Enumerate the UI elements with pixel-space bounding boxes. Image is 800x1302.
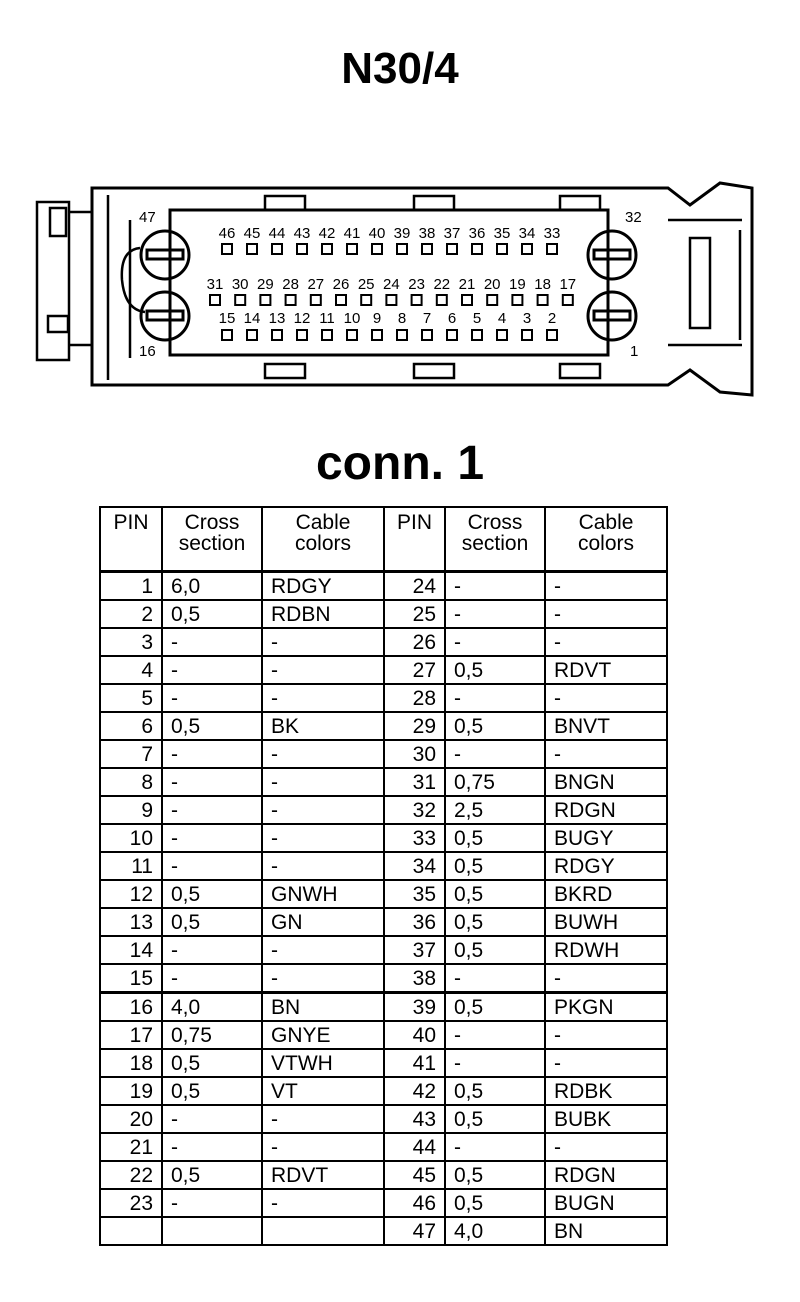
corner-label-1: 1	[630, 343, 639, 360]
table-row	[100, 628, 667, 656]
cable-color-value: -	[545, 628, 667, 656]
pin-label: 21	[458, 276, 476, 293]
pin-number: 5	[100, 684, 162, 712]
cross-section-value: 0,5	[162, 1161, 262, 1189]
pin-socket	[272, 330, 282, 340]
pin-label: 39	[393, 225, 411, 242]
pin-socket	[487, 295, 497, 305]
pin-number: 44	[384, 1133, 445, 1161]
cable-color-value: -	[545, 964, 667, 993]
pin-socket	[397, 330, 407, 340]
left-latch	[37, 202, 92, 360]
pin-label: 9	[372, 310, 382, 327]
pin-socket	[347, 330, 357, 340]
cable-color-value: -	[262, 768, 384, 796]
cable-color-value: -	[545, 572, 667, 601]
cable-color-value: -	[262, 852, 384, 880]
cable-color-value: RDBK	[545, 1077, 667, 1105]
cross-section-value	[162, 1217, 262, 1245]
cross-section-value: 0,5	[445, 1077, 545, 1105]
pin-number: 28	[384, 684, 445, 712]
pin-label: 24	[383, 276, 400, 293]
cable-color-value: RDVT	[262, 1161, 384, 1189]
cable-color-value: RDWH	[545, 936, 667, 964]
pin-socket	[260, 295, 270, 305]
pin-number: 42	[384, 1077, 445, 1105]
pin-socket	[497, 244, 507, 254]
pin-label: 38	[418, 225, 436, 242]
pin-socket	[297, 244, 307, 254]
pin-number	[100, 1217, 162, 1245]
pin-socket	[297, 330, 307, 340]
pin-label: 26	[332, 276, 350, 293]
cable-color-value: RDVT	[545, 656, 667, 684]
pin-label: 40	[368, 225, 386, 242]
pin-label: 43	[293, 225, 311, 242]
pin-socket	[522, 330, 532, 340]
cable-color-value: BKRD	[545, 880, 667, 908]
cross-section-value: 0,5	[445, 1189, 545, 1217]
pin-socket	[563, 295, 573, 305]
table-row	[100, 1105, 667, 1133]
cable-color-value: RDGN	[545, 796, 667, 824]
cross-section-value: 0,5	[445, 1105, 545, 1133]
pin-label: 10	[343, 310, 361, 327]
pin-number: 33	[384, 824, 445, 852]
cable-color-value: BUBK	[545, 1105, 667, 1133]
cable-color-value: -	[545, 1021, 667, 1049]
pin-label: 25	[357, 276, 375, 293]
pin-label: 23	[408, 276, 425, 293]
pin-number: 22	[100, 1161, 162, 1189]
cable-color-value: PKGN	[545, 993, 667, 1022]
pin-label: 29	[257, 276, 274, 293]
cable-color-value: -	[262, 684, 384, 712]
table-row	[100, 824, 667, 852]
pin-number: 36	[384, 908, 445, 936]
cross-section-value: -	[162, 796, 262, 824]
pin-socket	[322, 330, 332, 340]
corner-label-32: 32	[625, 209, 642, 226]
pin-label: 18	[534, 276, 551, 293]
pin-socket	[547, 244, 557, 254]
cross-section-value: -	[445, 600, 545, 628]
pin-label: 41	[343, 225, 361, 242]
cross-section-value: 0,5	[445, 936, 545, 964]
pin-number: 37	[384, 936, 445, 964]
pin-socket	[361, 295, 371, 305]
table-row	[100, 852, 667, 880]
page-title: N30/4	[341, 44, 459, 93]
cross-section-value: 0,5	[445, 993, 545, 1022]
cross-section-value: -	[162, 768, 262, 796]
pin-label: 3	[522, 310, 532, 327]
pin-number: 38	[384, 964, 445, 993]
pin-socket	[472, 330, 482, 340]
pin-number: 2	[100, 600, 162, 628]
pin-socket	[311, 295, 321, 305]
cable-color-value: GNWH	[262, 880, 384, 908]
cable-color-value: RDGY	[545, 852, 667, 880]
cross-section-value: -	[162, 1105, 262, 1133]
pin-label: 22	[433, 276, 451, 293]
header-pin: PIN	[100, 507, 162, 572]
pin-socket	[447, 244, 457, 254]
table-row	[100, 936, 667, 964]
pin-number: 45	[384, 1161, 445, 1189]
cross-section-value: 0,75	[162, 1021, 262, 1049]
pin-number: 19	[100, 1077, 162, 1105]
cross-section-value: 0,5	[445, 656, 545, 684]
header-cross-section: Cross section	[445, 507, 545, 572]
pin-label: 6	[447, 310, 457, 327]
pin-label: 33	[543, 225, 561, 242]
cross-section-value: -	[162, 1133, 262, 1161]
pin-socket	[372, 330, 382, 340]
cross-section-value: -	[162, 628, 262, 656]
table-row	[100, 1161, 667, 1189]
cross-section-value: 0,5	[445, 908, 545, 936]
cable-color-value: -	[262, 656, 384, 684]
pin-socket	[497, 330, 507, 340]
pin-label: 30	[231, 276, 249, 293]
corner-label-16: 16	[139, 343, 156, 360]
cable-color-value: VTWH	[262, 1049, 384, 1077]
cross-section-value: -	[445, 684, 545, 712]
pin-socket	[512, 295, 522, 305]
pin-number: 12	[100, 880, 162, 908]
pin-label: 35	[493, 225, 511, 242]
cable-color-value: -	[545, 740, 667, 768]
cable-color-value: -	[545, 1133, 667, 1161]
pin-socket	[522, 244, 532, 254]
pin-number: 32	[384, 796, 445, 824]
pin-number: 14	[100, 936, 162, 964]
table-row	[100, 964, 667, 993]
cross-section-value: 0,5	[445, 1161, 545, 1189]
table-row	[100, 572, 667, 601]
pin-number: 8	[100, 768, 162, 796]
pin-socket	[447, 330, 457, 340]
pin-table-body	[100, 572, 667, 1246]
header-cable-colors: Cable colors	[545, 507, 667, 572]
pin-socket	[347, 244, 357, 254]
table-row	[100, 656, 667, 684]
pin-number: 26	[384, 628, 445, 656]
pin-socket	[472, 244, 482, 254]
pin-number: 21	[100, 1133, 162, 1161]
pin-label: 15	[218, 310, 236, 327]
table-row	[100, 684, 667, 712]
pin-number: 46	[384, 1189, 445, 1217]
cross-section-value: -	[162, 936, 262, 964]
pin-number: 24	[384, 572, 445, 601]
pin-label: 28	[282, 276, 299, 293]
pin-label: 27	[307, 276, 325, 293]
cross-section-value: -	[162, 656, 262, 684]
cable-color-value: BUWH	[545, 908, 667, 936]
cross-section-value: 0,5	[162, 1049, 262, 1077]
pin-table	[99, 506, 668, 1246]
table-row	[100, 1049, 667, 1077]
cross-section-value: -	[162, 740, 262, 768]
pin-number: 16	[100, 993, 162, 1022]
pin-socket	[222, 244, 232, 254]
pin-label: 20	[483, 276, 501, 293]
cable-color-value: VT	[262, 1077, 384, 1105]
pin-number: 29	[384, 712, 445, 740]
pin-number: 7	[100, 740, 162, 768]
cross-section-value: 4,0	[162, 993, 262, 1022]
pin-label: 7	[422, 310, 432, 327]
pin-number: 40	[384, 1021, 445, 1049]
cable-color-value: BN	[545, 1217, 667, 1245]
pin-label: 36	[468, 225, 486, 242]
cross-section-value: -	[445, 964, 545, 993]
table-row	[100, 908, 667, 936]
table-row	[100, 880, 667, 908]
cross-section-value: -	[162, 684, 262, 712]
cable-color-value	[262, 1217, 384, 1245]
table-row	[100, 600, 667, 628]
table-row	[100, 1189, 667, 1217]
cross-section-value: 0,5	[162, 712, 262, 740]
pin-number: 4	[100, 656, 162, 684]
cable-color-value: BK	[262, 712, 384, 740]
pin-socket	[336, 295, 346, 305]
pin-socket	[437, 295, 447, 305]
pin-number: 23	[100, 1189, 162, 1217]
cross-section-value: 0,5	[445, 852, 545, 880]
cable-color-value: RDGY	[262, 572, 384, 601]
pin-socket	[397, 244, 407, 254]
table-row	[100, 993, 667, 1022]
cable-color-value: -	[262, 936, 384, 964]
pin-socket	[422, 244, 432, 254]
pin-number: 31	[384, 768, 445, 796]
cross-section-value: -	[162, 964, 262, 993]
table-row	[100, 1133, 667, 1161]
cable-color-value: -	[262, 1105, 384, 1133]
cable-color-value: -	[262, 628, 384, 656]
cross-section-value: 2,5	[445, 796, 545, 824]
pin-label: 12	[293, 310, 311, 327]
pin-number: 35	[384, 880, 445, 908]
cross-section-value: -	[445, 572, 545, 601]
pin-number: 11	[100, 852, 162, 880]
pin-label: 31	[206, 276, 224, 293]
cross-section-value: -	[445, 1049, 545, 1077]
pin-number: 13	[100, 908, 162, 936]
cross-section-value: -	[445, 1133, 545, 1161]
pin-number: 15	[100, 964, 162, 993]
cable-color-value: RDGN	[545, 1161, 667, 1189]
pin-number: 17	[100, 1021, 162, 1049]
pin-label: 8	[397, 310, 407, 327]
pin-socket	[247, 244, 257, 254]
cable-color-value: RDBN	[262, 600, 384, 628]
pin-number: 43	[384, 1105, 445, 1133]
cable-color-value: -	[545, 684, 667, 712]
cross-section-value: -	[445, 628, 545, 656]
cross-section-value: 0,5	[445, 824, 545, 852]
connector-diagram	[0, 175, 800, 400]
cross-section-value: -	[445, 1021, 545, 1049]
cable-color-value: GNYE	[262, 1021, 384, 1049]
pin-label: 19	[509, 276, 526, 293]
table-row	[100, 796, 667, 824]
table-row	[100, 712, 667, 740]
pin-socket	[462, 295, 472, 305]
pin-socket	[222, 330, 232, 340]
cross-section-value: 0,5	[162, 1077, 262, 1105]
cable-color-value: BUGN	[545, 1189, 667, 1217]
cable-color-value: BUGY	[545, 824, 667, 852]
cross-section-value: 0,75	[445, 768, 545, 796]
cross-section-value: 0,5	[162, 908, 262, 936]
cable-color-value: -	[545, 1049, 667, 1077]
pin-label: 13	[268, 310, 286, 327]
cable-color-value: BNGN	[545, 768, 667, 796]
pin-number: 6	[100, 712, 162, 740]
table-row	[100, 1217, 667, 1245]
cross-section-value: 0,5	[162, 880, 262, 908]
pin-number: 25	[384, 600, 445, 628]
pin-label: 2	[547, 310, 557, 327]
pin-socket	[422, 330, 432, 340]
pin-label: 5	[472, 310, 482, 327]
cross-section-value: -	[162, 1189, 262, 1217]
pin-label: 14	[243, 310, 261, 327]
pin-socket	[538, 295, 548, 305]
pin-label: 34	[518, 225, 536, 242]
header-cable-colors: Cable colors	[262, 507, 384, 572]
cable-color-value: -	[262, 1133, 384, 1161]
pin-number: 1	[100, 572, 162, 601]
cross-section-value: 0,5	[445, 712, 545, 740]
cross-section-value: -	[445, 740, 545, 768]
pin-socket	[322, 244, 332, 254]
pin-label: 11	[319, 310, 335, 327]
cable-color-value: GN	[262, 908, 384, 936]
cable-color-value: -	[262, 1189, 384, 1217]
pin-number: 39	[384, 993, 445, 1022]
cable-color-value: -	[262, 740, 384, 768]
cross-section-value: -	[162, 852, 262, 880]
pin-number: 30	[384, 740, 445, 768]
table-row	[100, 768, 667, 796]
pin-number: 34	[384, 852, 445, 880]
cross-section-value: 6,0	[162, 572, 262, 601]
cross-section-value: 0,5	[162, 600, 262, 628]
pin-socket	[247, 330, 257, 340]
pin-rows	[207, 225, 576, 340]
connector-title: conn. 1	[315, 437, 485, 490]
pin-socket	[272, 244, 282, 254]
table-row	[100, 1077, 667, 1105]
header-cross-section: Cross section	[162, 507, 262, 572]
cable-color-value: -	[262, 796, 384, 824]
pin-number: 9	[100, 796, 162, 824]
corner-label-47: 47	[139, 209, 156, 226]
pin-label: 17	[559, 276, 577, 293]
table-header-row	[100, 507, 667, 572]
pin-label: 37	[443, 225, 461, 242]
pin-socket	[210, 295, 220, 305]
cross-section-value: 0,5	[445, 880, 545, 908]
cross-section-value: 4,0	[445, 1217, 545, 1245]
pin-label: 46	[218, 225, 236, 242]
pin-number: 20	[100, 1105, 162, 1133]
cross-section-value: -	[162, 824, 262, 852]
pin-socket	[372, 244, 382, 254]
pin-label: 45	[243, 225, 261, 242]
table-row	[100, 740, 667, 768]
pin-socket	[412, 295, 422, 305]
pin-socket	[547, 330, 557, 340]
pin-socket	[286, 295, 296, 305]
pin-label: 42	[318, 225, 336, 242]
pin-label: 4	[497, 310, 507, 327]
table-row	[100, 1021, 667, 1049]
pin-label: 44	[268, 225, 286, 242]
pin-socket	[235, 295, 245, 305]
pin-socket	[386, 295, 396, 305]
cable-color-value: -	[545, 600, 667, 628]
cable-color-value: BN	[262, 993, 384, 1022]
pin-number: 3	[100, 628, 162, 656]
cable-color-value: BNVT	[545, 712, 667, 740]
pin-number: 41	[384, 1049, 445, 1077]
cable-color-value: -	[262, 964, 384, 993]
pin-number: 47	[384, 1217, 445, 1245]
pin-number: 18	[100, 1049, 162, 1077]
pin-number: 10	[100, 824, 162, 852]
pin-number: 27	[384, 656, 445, 684]
cable-color-value: -	[262, 824, 384, 852]
header-pin: PIN	[384, 507, 445, 572]
